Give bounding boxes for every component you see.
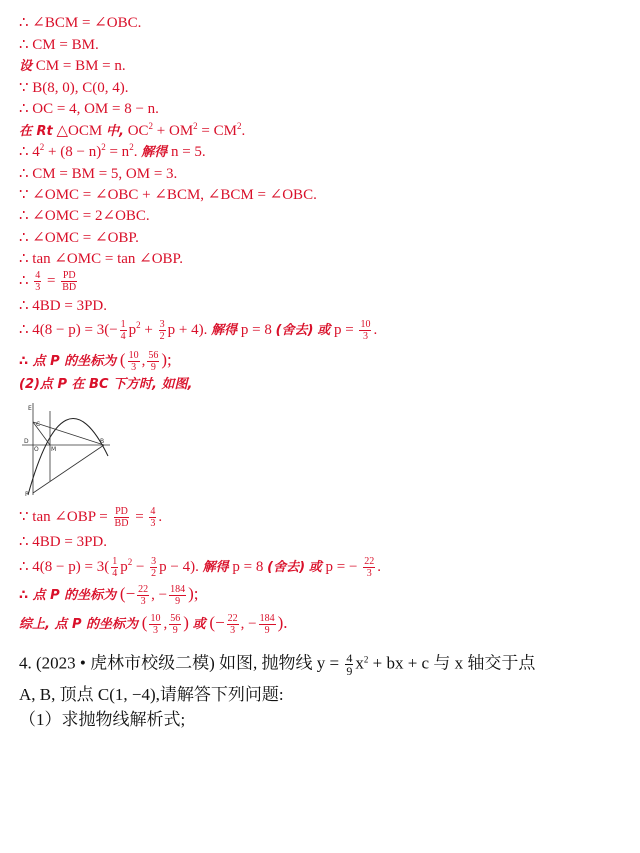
line-pb [33, 445, 104, 493]
solution-line: 设 CM = BM = n. [19, 58, 126, 74]
label-o: O [34, 446, 39, 453]
parabola-curve [28, 419, 108, 495]
label-c: C [36, 421, 41, 428]
question-line: 4. (2023 • 虎林市校级二模) 如图, 抛物线 y = $\frac{4}{9}$ $x^2$ + bx + c 与 x 轴交于点 [19, 651, 536, 678]
line-cb [33, 422, 104, 445]
solution-line: ∴ 4(8 − p) = 3( $\frac{1}{4}$ $p^2$ − $\frac{3}{2}$ p − 4). 解得 p = 8 (舍去) 或 p = − $\frac{22}{3}$ . [19, 556, 381, 579]
solution-line: ∴ $\frac{4}{3}$ = $\frac{PD}{BD}$ [19, 270, 77, 293]
solution-line: ∴ 点 P 的坐标为 ( $\frac{10}{3}$ , $\frac{56}{9}$ ); [19, 349, 172, 373]
solution-line: ∴ ∠BCM = ∠OBC. [19, 15, 142, 31]
solution-line: ∴ $4^2 + (8 - n)^2 = n^2$. 解得 n = 5. [19, 142, 206, 160]
solution-line: ∴ CM = BM = 5, OM = 3. [19, 166, 178, 182]
solution-line: ∴ 4BD = 3PD. [19, 298, 108, 314]
label-e: E [28, 405, 32, 412]
label-p: P [25, 491, 29, 497]
solution-line: ∵ ∠OMC = ∠OBC + ∠BCM, ∠BCM = ∠OBC. [19, 187, 317, 203]
question-line: （1）求抛物线解析式; [19, 710, 186, 729]
parabola-figure [20, 401, 112, 497]
question-line: A, B, 顶点 C(1, −4),请解答下列问题: [19, 685, 284, 704]
solution-line: ∴ ∠OMC = ∠OBP. [19, 230, 139, 246]
label-b: B [100, 438, 105, 445]
solution-line: ∵ tan ∠OBP = $\frac{PD}{BD}$ = $\frac{4}{3}$ . [19, 506, 163, 529]
solution-line: 综上, 点 P 的坐标为 ( $\frac{10}{3}$ , $\frac{56}{9}$ ) 或 (− $\frac{22}{3}$ , − $\frac{184}{9}$ ). [19, 612, 288, 636]
solution-line: ∴ CM = BM. [19, 37, 99, 53]
solution-line: 在 Rt △OCM 中, $OC^2 + OM^2 = CM^2$. [19, 121, 246, 139]
solution-line: ∵ B(8, 0), C(0, 4). [19, 80, 129, 96]
solution-line: ∴ 4(8 − p) = 3(− $\frac{1}{4}$ $p^2$ + $\frac{3}{2}$ p + 4). 解得 p = 8 (舍去) 或 p = $\frac{10}{3}$ . [19, 319, 378, 342]
solution-line: (2)点 P 在 BC 下方时, 如图, [19, 377, 193, 392]
solution-line: ∴ 4BD = 3PD. [19, 534, 108, 550]
solution-line: ∴ ∠OMC = 2∠OBC. [19, 208, 150, 224]
label-d: D [24, 438, 29, 445]
solution-line: ∴ tan ∠OMC = tan ∠OBP. [19, 251, 183, 267]
solution-line: ∴ 点 P 的坐标为 (− $\frac{22}{3}$ , − $\frac{184}{9}$ ); [19, 583, 199, 607]
label-m: M [51, 446, 57, 453]
solution-line: ∴ OC = 4, OM = 8 − n. [19, 101, 159, 117]
